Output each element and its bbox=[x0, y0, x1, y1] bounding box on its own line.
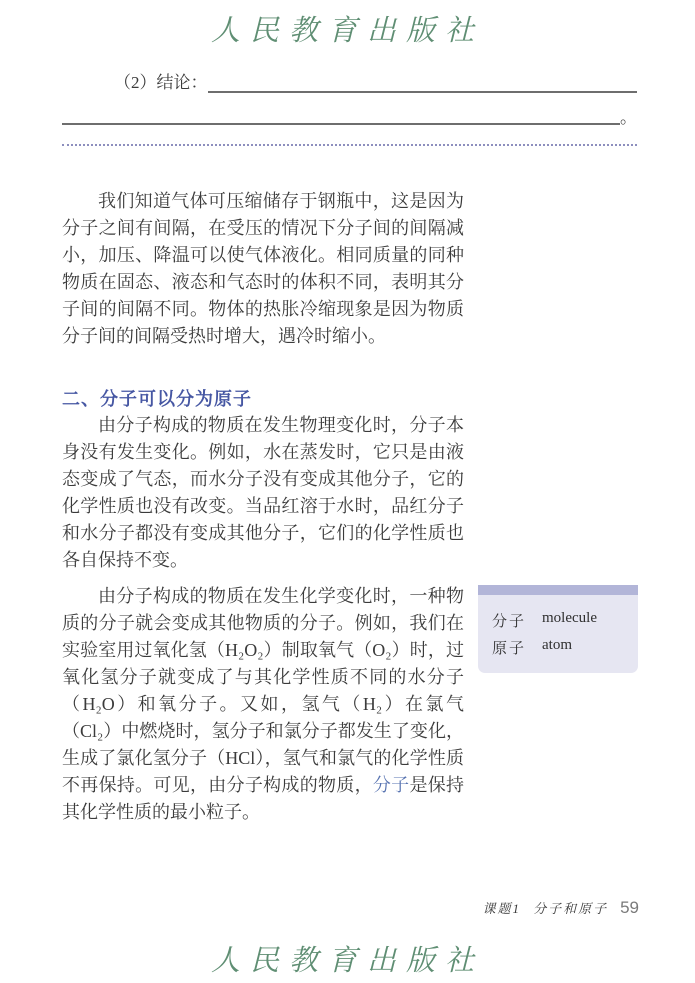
conclusion-label: （2）结论： bbox=[114, 73, 208, 92]
text-run: 是保持其化学性质的最小粒子。 bbox=[62, 775, 465, 822]
vocab-cn-atom: 原子 bbox=[492, 641, 527, 657]
vocab-en-molecule: molecule bbox=[542, 610, 597, 626]
publisher-watermark-bottom: 人民教育出版社 bbox=[210, 945, 484, 977]
vocab-en-atom: atom bbox=[542, 637, 573, 653]
page-footer bbox=[483, 898, 639, 918]
keyword-molecule: 分子 bbox=[372, 775, 410, 795]
footer-lesson-label: 课题1 bbox=[482, 901, 522, 916]
paragraph-gas-compression: 我们知道气体可压缩储存于钢瓶中，这是因为分子之间有间隔，在受压的情况下分子间的间隔减小，加压、降温可以使气体液化。相同质量的同种物质在固态、液态和气态时的体积不同，表明其分子间的间隔不同。物体的热胀冷缩现象是因为物质分子间的间隔受热时增大，遇冷时缩小。 bbox=[62, 191, 464, 346]
paragraph-physical-change: 由分子构成的物质在发生物理变化时，分子本身没有发生变化。例如，水在蒸发时，它只是由液态变成了气态，而水分子没有变成其他分子，它的化学性质也没有改变。当品红溶于水时，品红分子和水分子都没有变成其他分子，它们的化学性质也各自保持不变。 bbox=[62, 415, 464, 570]
section-heading-molecules-divide-into-atoms: 二、分子可以分为原子 bbox=[62, 389, 252, 409]
vocab-item-molecule bbox=[478, 607, 638, 634]
paragraph-chemical-change bbox=[62, 583, 464, 826]
footer-page-number: 59 bbox=[620, 898, 639, 917]
text-run: 由分子构成的物质在发生化学变化时，一种物质的分子就会变成其他物质的分子。例如，我们在实验室用过氧化氢（H₂O₂）制取氧气（O₂）时，过氧化氢分子就变成了与其化学性质不同的水分子（H₂O）和氧分子。又如，氢气（H₂）在氯气（Cl₂）中燃烧时，氢分子和氯分子都发生了变化，生成了氯化氢分子（HCl），氢气和氯气的化学性质不再保持。可见，由分子构成的物质， bbox=[62, 586, 464, 795]
vocab-cn-molecule: 分子 bbox=[492, 614, 527, 630]
answer-blank-line-1 bbox=[208, 71, 638, 93]
vocabulary-box bbox=[478, 585, 638, 673]
answer-blank-line-2 bbox=[62, 103, 620, 125]
footer-lesson-title: 分子和原子 bbox=[533, 901, 609, 916]
conclusion-fill-in-section bbox=[62, 68, 637, 125]
sentence-period: 。 bbox=[620, 108, 637, 127]
vocabulary-box-header-bar bbox=[478, 585, 638, 595]
dotted-divider bbox=[62, 133, 637, 146]
conclusion-row-2 bbox=[62, 103, 637, 125]
publisher-watermark-top: 人民教育出版社 bbox=[210, 15, 484, 47]
conclusion-row bbox=[62, 68, 637, 93]
vocab-item-atom bbox=[478, 634, 638, 661]
